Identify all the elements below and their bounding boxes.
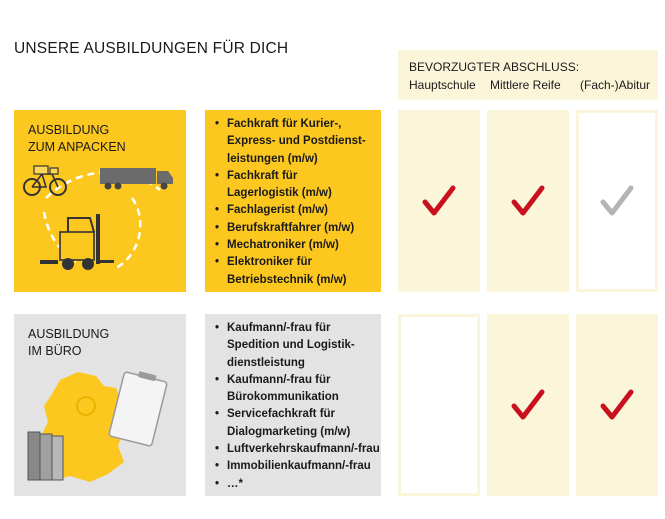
cell-anpacken-abitur [576, 110, 658, 292]
group-anpacken-list-panel [205, 110, 381, 292]
cell-buero-abitur [576, 314, 658, 496]
list-item: • Elektroniker für Betriebstechnik (m/w) [211, 254, 366, 289]
group-buero-panel [14, 314, 186, 496]
list-item: • Kaufmann/-frau für Bürokommunikation [211, 372, 380, 407]
group-anpacken-panel [14, 110, 186, 292]
folder-icon [28, 432, 63, 480]
check-icon [422, 184, 456, 218]
list-item: • Fachkraft für Lagerlogistik (m/w) [211, 168, 366, 203]
list-item: • Fachkraft für Kurier-, Express- und Postdienst- leistungen (m/w) [211, 116, 366, 168]
list-item: • Mechatroniker (m/w) [211, 237, 366, 254]
list-item: • Luftverkehrskaufmann/-frau [211, 441, 380, 458]
page-title: UNSERE AUSBILDUNGEN FÜR DICH [14, 40, 289, 57]
group-anpacken-title: AUSBILDUNG ZUM ANPACKEN [28, 123, 126, 154]
list-item: • Fachlagerist (m/w) [211, 202, 366, 219]
bicycle-icon [24, 166, 66, 195]
abschluss-header [398, 50, 658, 100]
column-header-mittlere-reife: Mittlere Reife [490, 78, 561, 92]
logistics-illustration [20, 160, 182, 288]
list-item: • Immobilienkaufmann/-frau [211, 458, 380, 475]
list-item: • Berufskraftfahrer (m/w) [211, 220, 366, 237]
group-buero-title: AUSBILDUNG IM BÜRO [28, 327, 110, 358]
cell-anpacken-mittlere-reife [487, 110, 569, 292]
check-icon [511, 184, 545, 218]
forklift-icon [40, 214, 114, 270]
clipboard-icon [109, 371, 168, 446]
cell-buero-hauptschule [398, 314, 480, 496]
column-header-hauptschule: Hauptschule [409, 78, 476, 92]
dashed-path-right [116, 198, 140, 268]
cell-anpacken-hauptschule [398, 110, 480, 292]
column-header-abitur: (Fach-)Abitur [580, 78, 651, 92]
check-icon [600, 388, 634, 422]
office-illustration [20, 364, 182, 492]
group-anpacken-list [211, 116, 366, 289]
list-item: • …* [211, 476, 380, 493]
check-icon [511, 388, 545, 422]
check-icon [600, 184, 634, 218]
list-item: • Kaufmann/-frau für Spedition und Logistik- dienstleistung [211, 320, 380, 372]
truck-icon [100, 168, 173, 190]
group-buero-list-panel [205, 314, 381, 496]
abschluss-title: BEVORZUGTER ABSCHLUSS: [409, 60, 580, 74]
cell-buero-mittlere-reife [487, 314, 569, 496]
group-buero-list [211, 320, 380, 493]
list-item: • Servicefachkraft für Dialogmarketing (m/w) [211, 406, 380, 441]
